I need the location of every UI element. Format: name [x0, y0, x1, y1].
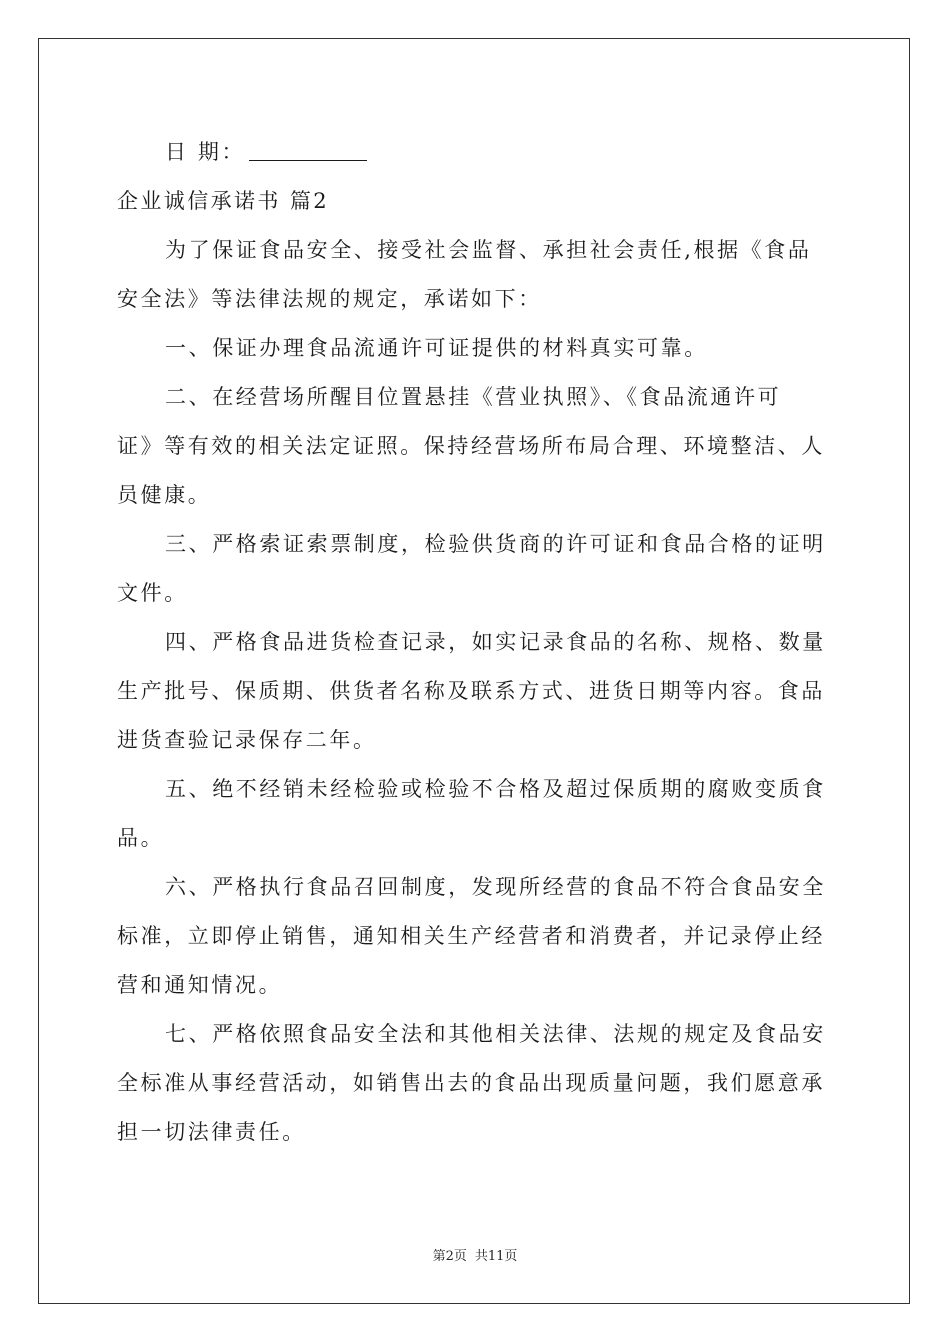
paragraph — [117, 324, 833, 373]
paragraph-line: 品。 — [117, 826, 165, 850]
paragraph — [117, 863, 833, 1010]
date-label: 日 期： — [165, 140, 246, 164]
paragraph — [117, 1010, 833, 1157]
paragraph-line: 标准，立即停止销售，通知相关生产经营者和消费者，并记录停止经 — [117, 924, 825, 948]
paragraph-line: 为了保证食品安全、接受社会监督、承担社会责任,根据《食品 — [165, 238, 812, 262]
paragraph-line: 安全法》等法律法规的规定，承诺如下： — [117, 287, 542, 311]
paragraph — [117, 765, 833, 863]
document-body — [117, 128, 833, 1157]
paragraph — [117, 373, 833, 520]
paragraph-line: 营和通知情况。 — [117, 973, 283, 997]
paragraph-line: 生产批号、保质期、供货者名称及联系方式、进货日期等内容。食品 — [117, 679, 825, 703]
paragraph — [117, 226, 833, 324]
date-line — [117, 128, 833, 177]
paragraph-line: 五、绝不经销未经检验或检验不合格及超过保质期的腐败变质食 — [165, 777, 826, 801]
paragraph-line: 担一切法律责任。 — [117, 1120, 306, 1144]
paragraph-line: 六、严格执行食品召回制度，发现所经营的食品不符合食品安全 — [165, 875, 826, 899]
paragraph-line: 进货查验记录保存二年。 — [117, 728, 377, 752]
paragraph-line: 一、保证办理食品流通许可证提供的材料真实可靠。 — [165, 336, 708, 360]
date-blank-field — [249, 134, 367, 161]
paragraph-line: 全标准从事经营活动，如销售出去的食品出现质量问题，我们愿意承 — [117, 1071, 825, 1095]
paragraph-line: 员健康。 — [117, 483, 212, 507]
paragraph-line: 三、严格索证索票制度，检验供货商的许可证和食品合格的证明 — [165, 532, 826, 556]
paragraph-line: 二、在经营场所醒目位置悬挂《营业执照》、《食品流通许可 — [165, 385, 782, 409]
paragraph-line: 文件。 — [117, 581, 188, 605]
paragraph — [117, 618, 833, 765]
paragraph-line: 证》等有效的相关法定证照。保持经营场所布局合理、环境整洁、人 — [117, 434, 825, 458]
page-number: 第2页 — [432, 1249, 467, 1264]
document-title: 企业诚信承诺书 篇2 — [117, 189, 330, 213]
paragraph-line: 四、严格食品进货检查记录，如实记录食品的名称、规格、数量 — [165, 630, 826, 654]
paragraph-list — [117, 226, 833, 1157]
page-total: 共11页 — [474, 1249, 518, 1264]
paragraph-line: 七、严格依照食品安全法和其他相关法律、法规的规定及食品安 — [165, 1022, 826, 1046]
page-footer — [0, 1245, 950, 1264]
paragraph — [117, 520, 833, 618]
